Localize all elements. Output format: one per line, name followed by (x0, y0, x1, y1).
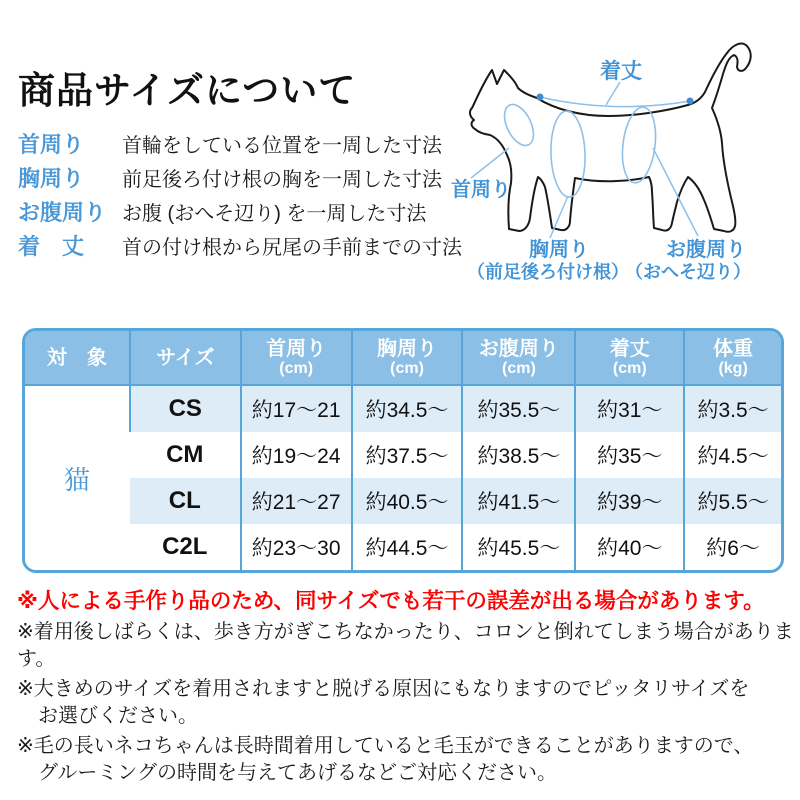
neck-cell: 約17～21 (241, 385, 352, 432)
size-cell: CL (130, 478, 241, 524)
weight-cell: 約6～ (684, 524, 781, 570)
belly-sub-label: （おへそ辺り） (625, 262, 751, 282)
length-cell: 約35～ (575, 432, 684, 478)
header-chest: 胸周り (cm) (352, 331, 463, 385)
table-row (25, 432, 781, 478)
length-dot-rear (687, 98, 694, 105)
length-measure-arc (540, 97, 690, 107)
definition-term: 胸周り (18, 166, 85, 191)
table-header-row (25, 331, 781, 385)
header-belly: お腹周り (cm) (462, 331, 575, 385)
definition-term: お腹周り (18, 200, 107, 225)
chest-cell: 約34.5～ (352, 385, 463, 432)
note-line: ※着用後しばらくは、歩き方がぎこちなかったり、コロンと倒れてしまう場合があります。 (17, 621, 794, 670)
neck-label: 首周り (451, 179, 511, 201)
header-neck: 首周り (cm) (241, 331, 352, 385)
size-cell: CS (130, 385, 241, 432)
size-cell: C2L (130, 524, 241, 570)
chest-cell: 約37.5～ (352, 432, 463, 478)
table-row (25, 478, 781, 524)
definition-row (18, 196, 462, 230)
header-size: サイズ (130, 331, 241, 385)
table-row (25, 385, 781, 432)
definition-term: 首周り (18, 132, 85, 157)
weight-cell: 約4.5～ (684, 432, 781, 478)
definition-term: 着 丈 (18, 234, 85, 259)
neck-cell: 約21～27 (241, 478, 352, 524)
definition-row (18, 162, 462, 196)
header-target: 対 象 (25, 331, 130, 385)
definition-row (18, 128, 462, 162)
weight-cell: 約5.5～ (684, 478, 781, 524)
definition-row (18, 230, 462, 264)
note-grooming (17, 733, 795, 787)
definition-desc: 首輪をしている位置を一周した寸法 (122, 135, 442, 157)
note-walking (17, 619, 795, 673)
length-label: 着丈 (600, 60, 642, 83)
note-line: お選びください。 (38, 705, 198, 727)
header-length: 着丈 (cm) (575, 331, 684, 385)
size-cell: CM (130, 432, 241, 478)
notes-section (17, 588, 795, 790)
note-sizing (17, 676, 795, 730)
belly-label: お腹周り (666, 239, 746, 261)
header-weight: 体重 (kg) (684, 331, 781, 385)
note-line: ※毛の長いネコちゃんは長時間着用していると毛玉ができることがありますので、 (17, 735, 754, 757)
cat-measurement-diagram (438, 26, 800, 310)
note-line: グルーミングの時間を与えてあげるなどご対応ください。 (38, 762, 557, 784)
length-cell: 約40～ (575, 524, 684, 570)
length-dot-front (537, 94, 544, 101)
measurement-definitions (18, 128, 462, 264)
page-title: 商品サイズについて (18, 70, 357, 111)
table-row (25, 524, 781, 570)
chest-cell: 約40.5～ (352, 478, 463, 524)
target-cell: 猫 (25, 385, 130, 570)
neck-cell: 約23～30 (241, 524, 352, 570)
belly-cell: 約41.5～ (462, 478, 575, 524)
definition-desc: 前足後ろ付け根の胸を一周した寸法 (122, 169, 442, 191)
note-line: ※大きめのサイズを着用されますと脱げる原因にもなりますのでピッタリサイズを (17, 678, 750, 700)
length-cell: 約39～ (575, 478, 684, 524)
belly-cell: 約38.5～ (462, 432, 575, 478)
neck-cell: 約19～24 (241, 432, 352, 478)
neck-pointer-line (471, 148, 509, 178)
definition-desc: 首の付け根から尻尾の手前までの寸法 (122, 237, 462, 259)
chest-label: 胸周り (529, 239, 589, 261)
chest-sub-label: （前足後ろ付け根） (467, 262, 629, 282)
belly-cell: 約45.5～ (462, 524, 575, 570)
size-table (22, 328, 784, 573)
definition-desc: お腹 (おへそ辺り) を一周した寸法 (122, 203, 427, 225)
length-cell: 約31～ (575, 385, 684, 432)
weight-cell: 約3.5～ (684, 385, 781, 432)
length-pointer-line (606, 82, 620, 105)
belly-cell: 約35.5～ (462, 385, 575, 432)
note-line: ※人による手作り品のため、同サイズでも若干の誤差が出る場合があります。 (17, 589, 765, 613)
chest-cell: 約44.5～ (352, 524, 463, 570)
note-handmade-warning (17, 588, 795, 615)
